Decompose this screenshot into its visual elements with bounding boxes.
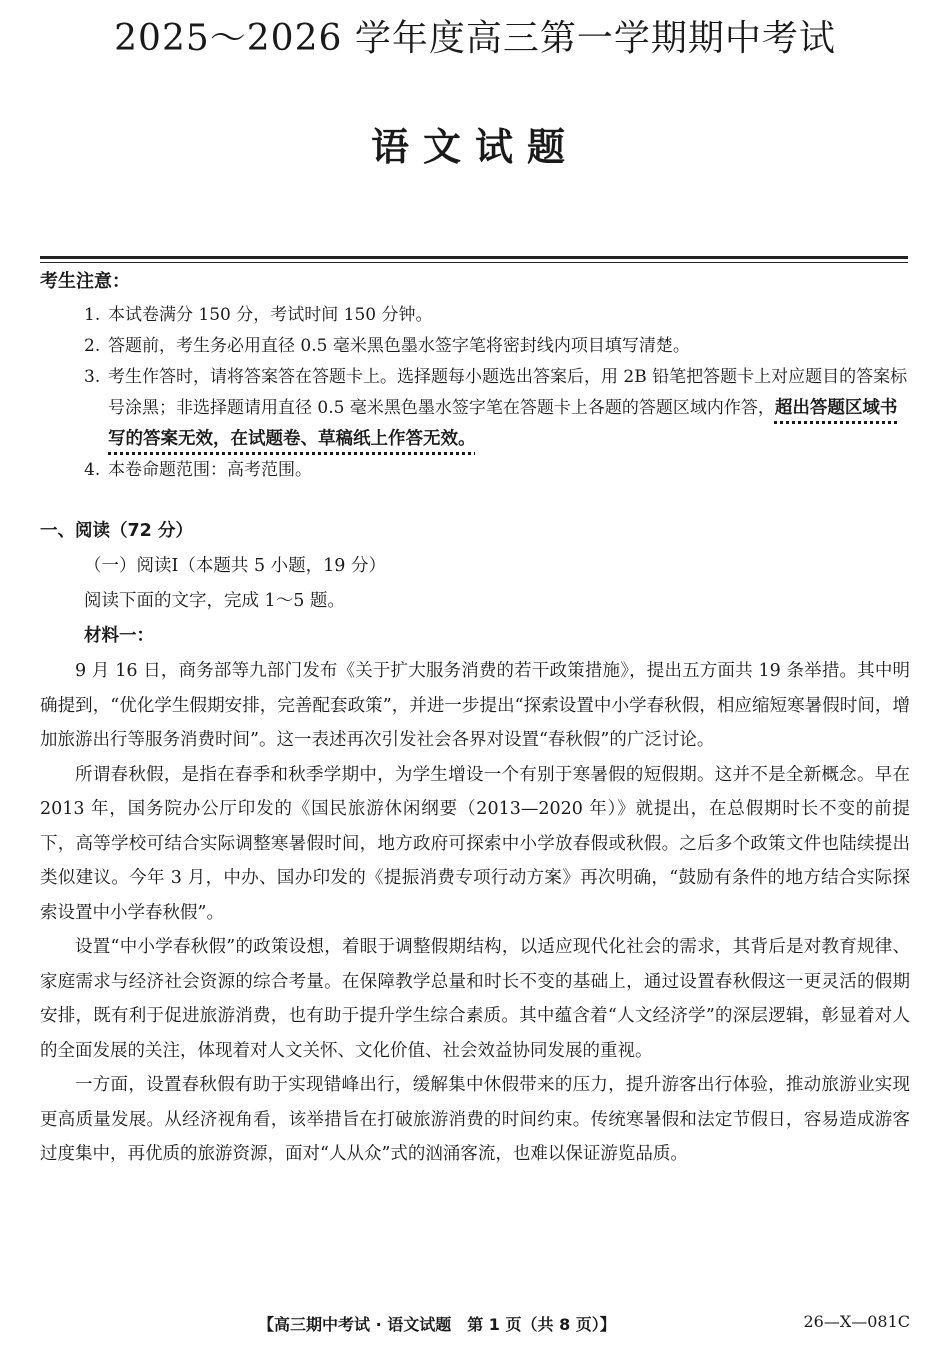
notice-item-text: 考生作答时，请将答案答在答题卡上。选择题每小题选出答案后，用 2B 铅笔把答题卡上对应题目的答案标号涂黑；非选择题请用直径 0.5 毫米黑色墨水签字笔在答题卡上各题的答题区域内作答， <box>108 367 908 418</box>
footer-page-info: 【高三期中考试 · 语文试题 第 1 页（共 8 页）】 <box>258 1315 616 1334</box>
material-label: 材料一： <box>84 626 154 646</box>
notice-item <box>40 362 910 455</box>
header-divider-thick <box>40 256 908 259</box>
exam-title: 2025～2026 学年度高三第一学期期中考试 <box>114 18 836 59</box>
reading-section <box>40 514 910 1172</box>
material-paragraph: 设置“中小学春秋假”的政策设想，着眼于调整假期结构，以适应现代化社会的需求，其背后是对教育规律、家庭需求与经济社会资源的综合考量。在保障教学总量和时长不变的基础上，通过设置春秋假这一更灵活的假期安排，既有利于促进旅游消费，也有助于提升学生综合素质。其中蕴含着“人文经济学”的深层逻辑，彰显着对人的全面发展的关注，体现着对人文关怀、文化价值、社会效益协同发展的重视。 <box>40 937 910 1061</box>
material-paragraph: 一方面，设置春秋假有助于实现错峰出行，缓解集中休假带来的压力，提升游客出行体验，推动旅游业实现更高质量发展。从经济视角看，该举措旨在打破旅游消费的时间约束。传统寒暑假和法定节假日，容易造成游客过度集中，再优质的旅游资源，面对“人从众”式的汹涌客流，也难以保证游览品质。 <box>40 1075 910 1164</box>
section-heading: 一、阅读（72 分） <box>40 521 193 541</box>
notice-item-number: 3. <box>84 367 101 387</box>
notice-item <box>40 300 910 331</box>
notice-item-number: 1. <box>84 305 101 325</box>
notice-emphasis: 超出答题区域书写的答案无效，在试题卷、草稿纸上作答无效。 <box>108 398 898 449</box>
notice-item <box>40 455 910 486</box>
notice-item-number: 2. <box>84 336 101 356</box>
notice-item-text: 本试卷满分 150 分，考试时间 150 分钟。 <box>108 305 433 325</box>
header-divider-thin <box>40 262 908 263</box>
notice-item-text: 答题前，考生务必用直径 0.5 毫米黑色墨水签字笔将密封线内项目填写清楚。 <box>108 336 690 356</box>
notice-heading: 考生注意： <box>40 271 130 292</box>
notice-item-number: 4. <box>84 460 101 480</box>
material-paragraph: 9 月 16 日，商务部等九部门发布《关于扩大服务消费的若干政策措施》，提出五方面共 19 条举措。其中明确提到，“优化学生假期安排，完善配套政策”，并进一步提出“探索设置中小学春秋假，相应缩短寒暑假时间，增加旅游出行等服务消费时间”。这一表述再次引发社会各界对设置“春秋假”的广泛讨论。 <box>40 661 910 750</box>
material-paragraph: 所谓春秋假，是指在春季和秋季学期中，为学生增设一个有别于寒暑假的短假期。这并不是全新概念。早在 2013 年，国务院办公厅印发的《国民旅游休闲纲要（2013—2020 年）》就提出，在总假期时长不变的前提下，高等学校可结合实际调整寒暑假时间，地方政府可探索中小学放春假或秋假。之后多个政策文件也陆续提出类似建议。今年 3 月，中办、国办印发的《提振消费专项行动方案》再次明确，“鼓励有条件的地方结合实际探索设置中小学春秋假”。 <box>40 764 910 923</box>
subject-title: 语文试题 <box>370 125 579 169</box>
notice-item-text: 本卷命题范围：高考范围。 <box>108 460 312 480</box>
footer-paper-code: 26—X—081C <box>803 1312 910 1331</box>
sub-section-heading: （一）阅读Ⅰ（本题共 5 小题，19 分） <box>84 556 387 576</box>
notice-item <box>40 331 910 362</box>
page-footer <box>0 1312 950 1342</box>
candidate-notice <box>40 268 910 486</box>
reading-instruction: 阅读下面的文字，完成 1～5 题。 <box>84 591 345 611</box>
